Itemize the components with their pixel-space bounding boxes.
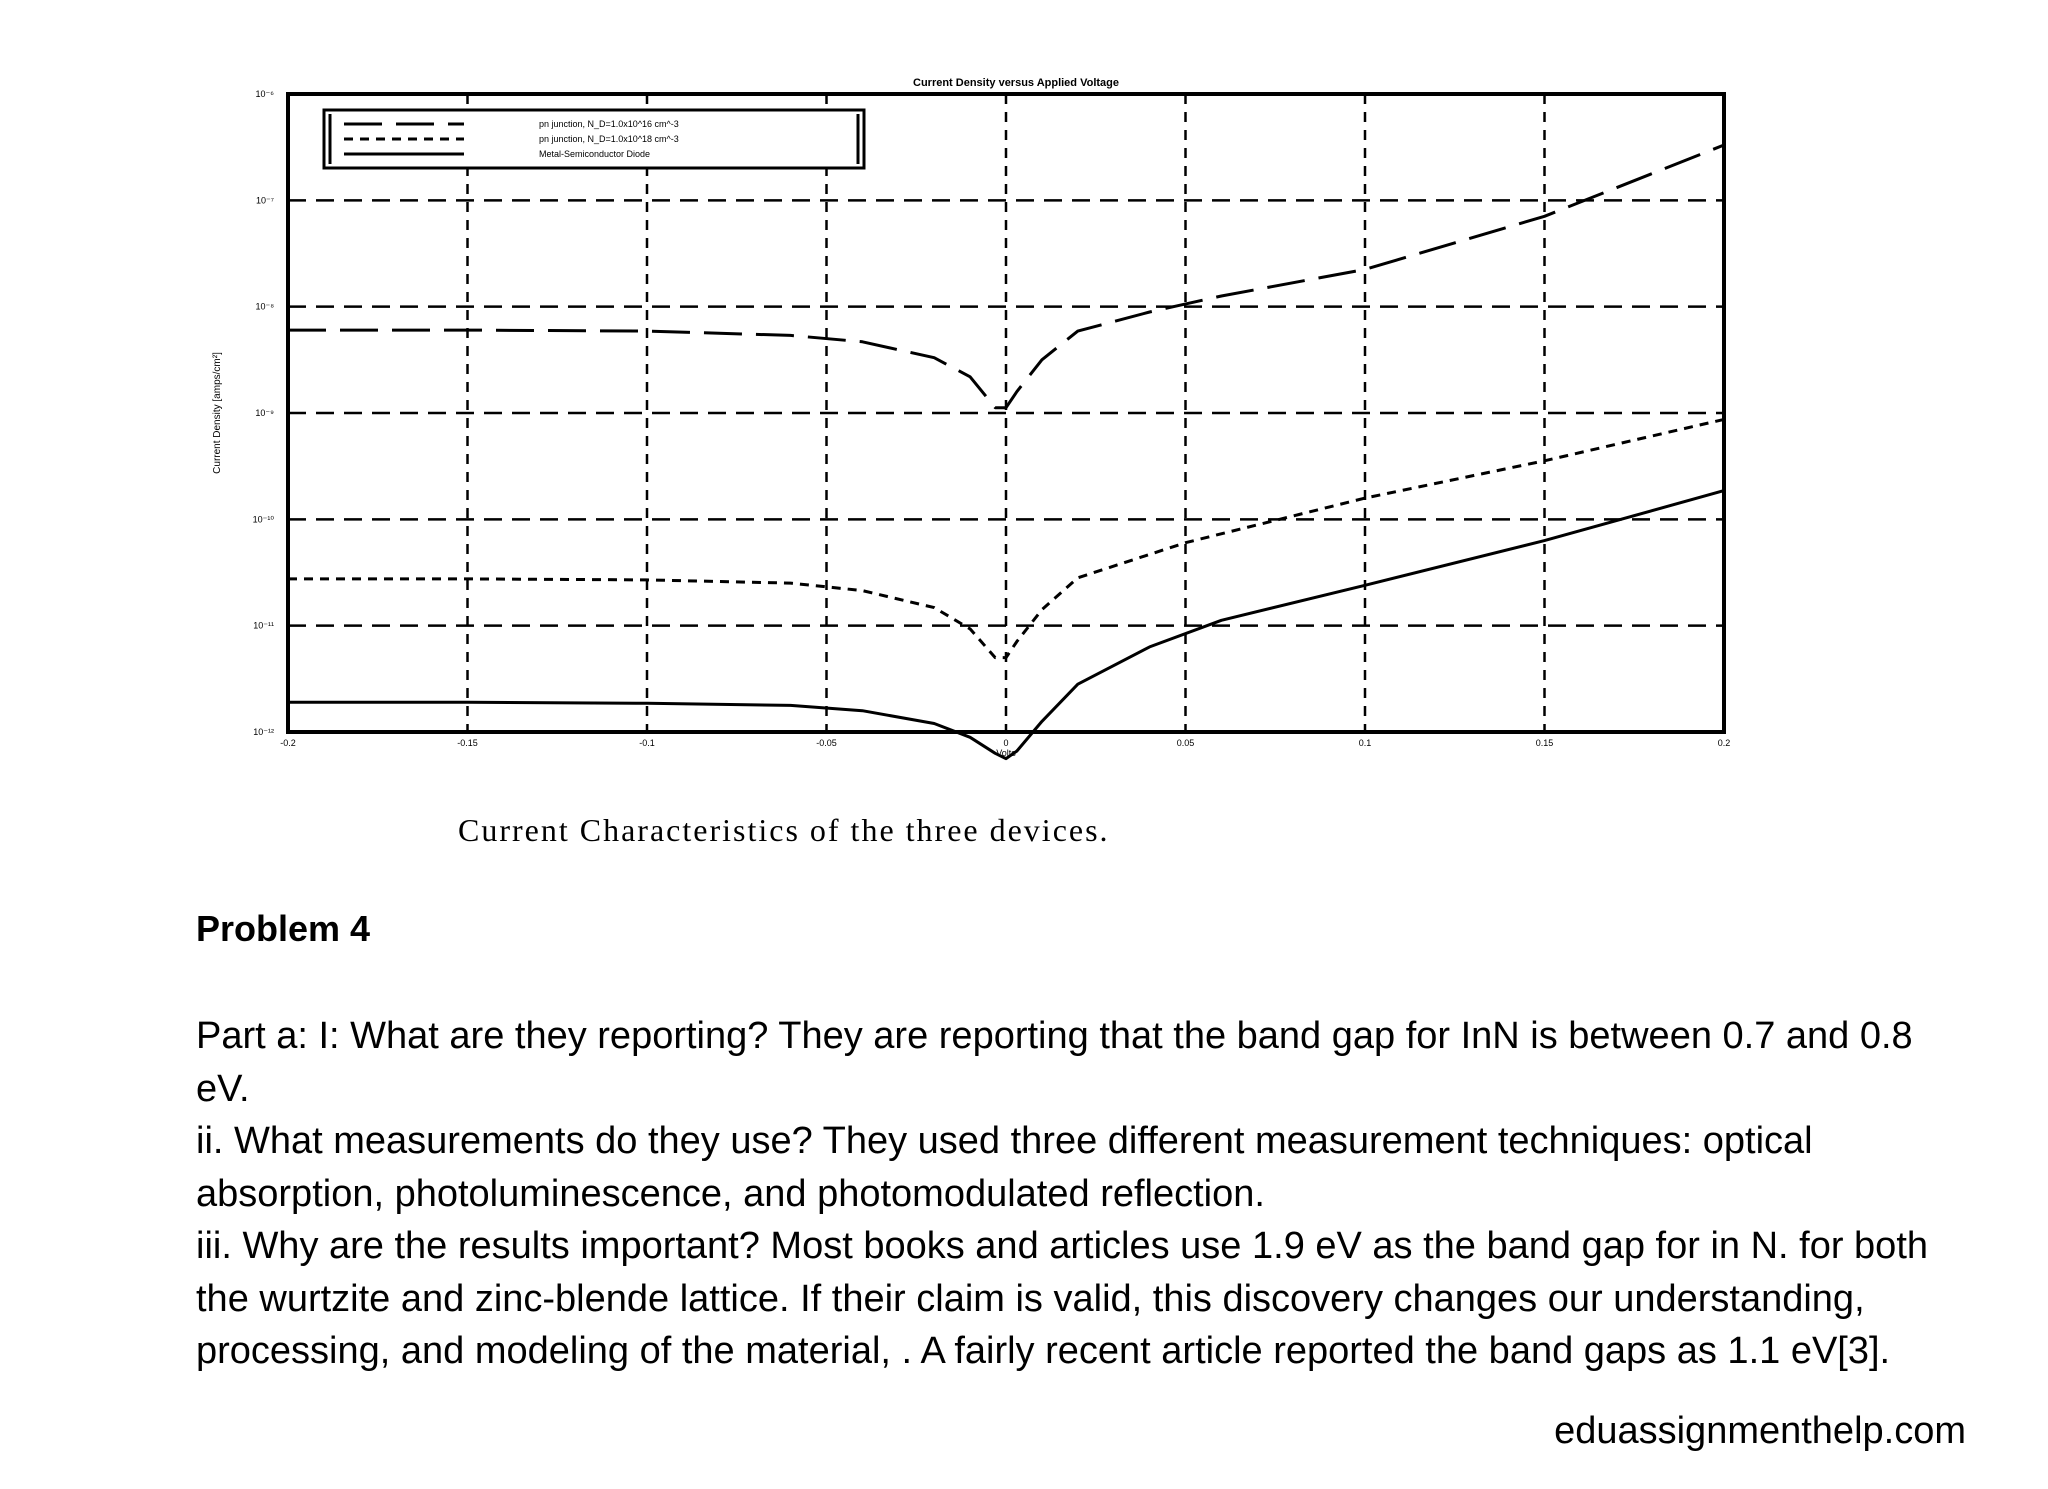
paragraph-part-iii: iii. Why are the results important? Most books and articles use 1.9 eV as the band gap for in N. for both the wurtzite and zinc-blende lattice. If their claim is valid, this discovery changes our understanding, processing, and modeling of the material, . A fairly recent article reported the band gaps as 1.1 eV[3]. <box>196 1225 1929 1372</box>
x-tick-label: 0 <box>1003 738 1009 748</box>
legend-label: Metal-Semiconductor Diode <box>539 149 651 159</box>
y-tick-label: 10⁻¹² <box>253 727 274 737</box>
y-axis-label: Current Density [amps/cm²] <box>212 352 223 474</box>
figure-caption: Current Characteristics of the three devices. <box>458 812 1110 848</box>
legend-label: pn junction, N_D=1.0x10^18 cm^-3 <box>539 134 679 144</box>
x-tick-label: -0.1 <box>639 738 655 748</box>
problem-body <box>196 1010 1956 1378</box>
x-tick-label: -0.2 <box>280 738 296 748</box>
legend-label: pn junction, N_D=1.0x10^16 cm^-3 <box>539 119 679 129</box>
y-tick-label: 10⁻⁷ <box>255 195 274 206</box>
x-axis-label: Volts <box>996 748 1016 758</box>
chart-title: Current Density versus Applied Voltage <box>913 77 1119 89</box>
iv-chart <box>200 62 1760 762</box>
x-tick-label: -0.05 <box>816 738 837 748</box>
watermark: eduassignmenthelp.com <box>1554 1410 1966 1452</box>
x-tick-label: 0.1 <box>1358 738 1372 748</box>
paragraph-part-a: Part a: I: What are they reporting? They are reporting that the band gap for InN is between 0.7 and 0.8 eV. <box>196 1015 1913 1110</box>
y-tick-label: 10⁻¹¹ <box>253 620 274 631</box>
y-tick-label: 10⁻¹⁰ <box>252 514 274 525</box>
y-tick-label: 10⁻⁹ <box>255 408 274 418</box>
x-tick-label: -0.15 <box>457 738 478 748</box>
x-tick-label: 0.05 <box>1176 738 1195 748</box>
x-tick-label: 0.15 <box>1535 738 1554 748</box>
paragraph-part-ii: ii. What measurements do they use? They used three different measurement techniques: optical absorption, photoluminescence, and photomodulated reflection. <box>196 1120 1813 1215</box>
problem-title: Problem 4 <box>196 908 371 949</box>
chart-svg <box>200 62 1760 762</box>
y-tick-label: 10⁻⁸ <box>255 301 274 312</box>
x-tick-label: 0.2 <box>1717 738 1731 748</box>
y-tick-label: 10⁻⁶ <box>255 89 274 99</box>
